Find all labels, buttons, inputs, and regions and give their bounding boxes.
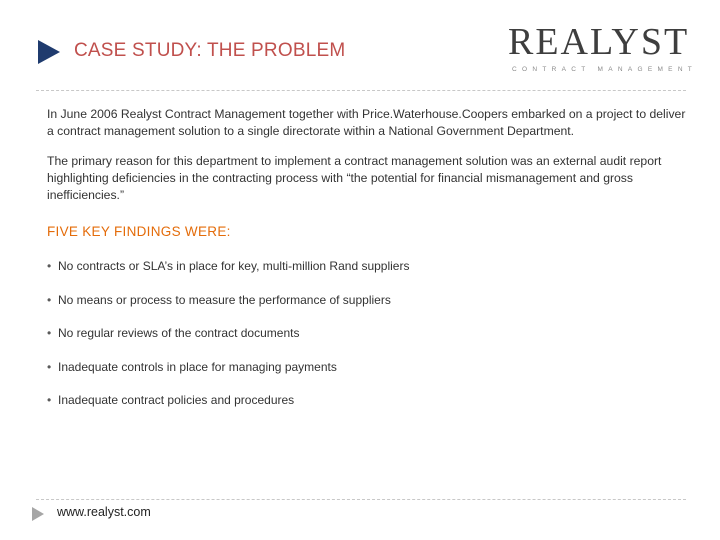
finding-text: No regular reviews of the contract documents: [58, 326, 300, 340]
bullet-icon: •: [47, 292, 52, 307]
finding-item: [47, 325, 409, 359]
top-divider: [36, 90, 686, 91]
reason-paragraph: The primary reason for this department to implement a contract management solution was an external audit report highlighting deficiencies in the contracting process with “the potential for financial mismanagement and gross inefficiencies.”: [47, 154, 662, 202]
footer-url-link[interactable]: www.realyst.com: [57, 505, 151, 519]
footer-arrow-icon: [32, 507, 44, 521]
bullet-icon: •: [47, 359, 52, 374]
finding-text: No means or process to measure the performance of suppliers: [58, 292, 391, 307]
finding-item: [47, 258, 409, 292]
findings-list: [47, 258, 409, 426]
logo-subtitle: CONTRACT MANAGEMENT: [512, 66, 698, 73]
intro-paragraph: In June 2006 Realyst Contract Management together with Price.Waterhouse.Coopers embarked on a project to deliver a contract management solution to a single directorate within a National Government Department.: [47, 107, 686, 138]
title-arrow-icon: [38, 40, 60, 64]
finding-text: No contracts or SLA’s in place for key, multi-million Rand suppliers: [58, 259, 410, 273]
bullet-icon: •: [47, 326, 52, 340]
finding-item: [47, 392, 409, 426]
findings-heading: FIVE KEY FINDINGS WERE:: [47, 224, 231, 239]
bullet-icon: •: [47, 259, 52, 273]
page-title: CASE STUDY: THE PROBLEM: [74, 40, 346, 61]
finding-text: Inadequate contract policies and procedures: [58, 393, 295, 407]
finding-item: [47, 359, 409, 393]
finding-item: [47, 292, 409, 326]
bullet-icon: •: [47, 393, 52, 407]
logo-wordmark: REALYST: [508, 21, 690, 63]
bottom-divider: [36, 499, 686, 500]
finding-text: Inadequate controls in place for managing payments: [58, 359, 337, 374]
realyst-logo: [508, 21, 698, 78]
